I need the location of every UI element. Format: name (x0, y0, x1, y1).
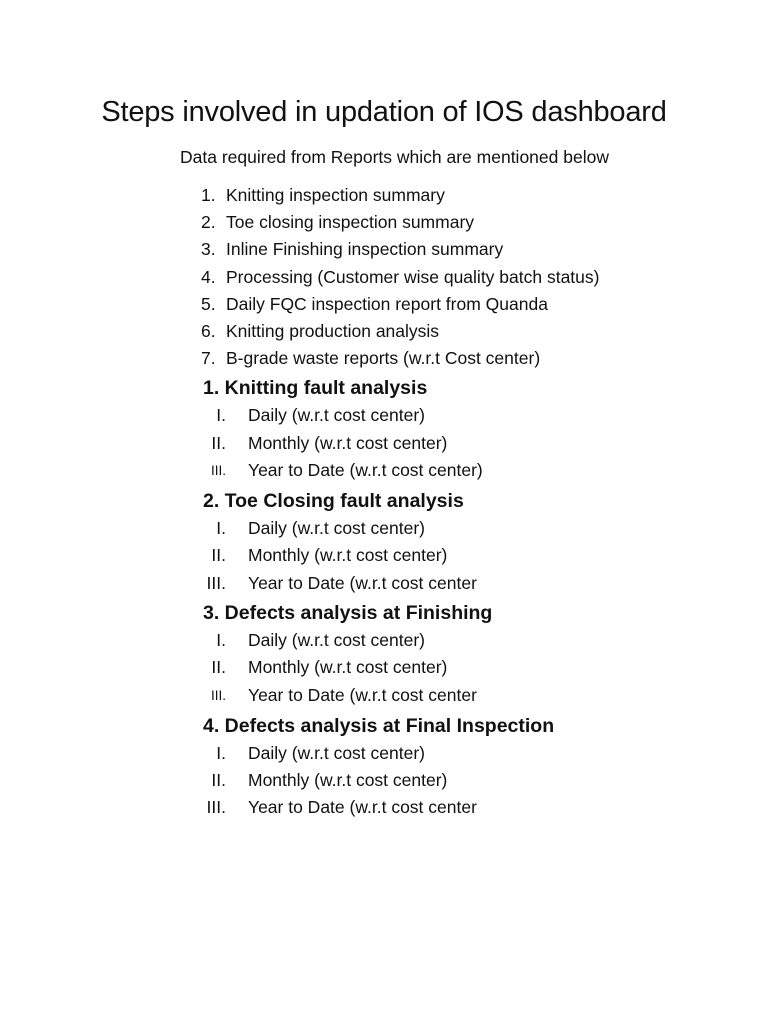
roman-numeral: II. (211, 433, 226, 453)
sub-item-text: Year to Date (w.r.t cost center) (248, 460, 483, 480)
section-heading: 3. Defects analysis at Finishing (203, 602, 493, 625)
roman-numeral: I. (216, 630, 226, 651)
roman-numeral: III. (210, 688, 226, 704)
sub-item-text: Monthly (w.r.t cost center) (248, 657, 448, 678)
sub-item-text: Monthly (w.r.t cost center) (248, 433, 448, 453)
list-item-number: 3. (201, 239, 216, 260)
sub-item (0, 402, 768, 429)
sub-item (0, 682, 768, 709)
section-heading: 2. Toe Closing fault analysis (203, 489, 464, 512)
list-item-number: 1. (201, 185, 216, 205)
document-subtitle: Data required from Reports which are mentioned below (180, 147, 609, 167)
section-toe-closing-fault-analysis (0, 486, 768, 599)
list-item-text: Daily FQC inspection report from Quanda (226, 293, 548, 314)
roman-numeral: I. (216, 517, 226, 538)
sub-item-text: Monthly (w.r.t cost center) (248, 769, 448, 790)
sub-item (0, 542, 768, 569)
list-item-text: Processing (Customer wise quality batch status) (226, 266, 600, 287)
sub-item-text: Daily (w.r.t cost center) (248, 630, 425, 651)
list-item-text: B-grade waste reports (w.r.t Cost center) (226, 348, 541, 369)
list-item-number: 7. (201, 348, 216, 369)
section-defects-analysis-finishing (0, 598, 768, 711)
roman-numeral: II. (211, 657, 226, 678)
sub-item (0, 627, 768, 654)
sub-item-text: Daily (w.r.t cost center) (248, 742, 425, 763)
list-item-text: Inline Finishing inspection summary (226, 239, 504, 260)
list-item-number: 4. (201, 266, 216, 287)
sub-item (0, 767, 768, 794)
sub-item (0, 740, 768, 767)
list-item-text: Toe closing inspection summary (226, 212, 475, 233)
sub-item (0, 457, 768, 484)
roman-numeral: III. (206, 796, 226, 817)
sub-item-text: Daily (w.r.t cost center) (248, 517, 425, 538)
roman-numeral: I. (216, 405, 226, 425)
section-defects-analysis-final-inspection (0, 711, 768, 824)
section-knitting-fault-analysis (0, 373, 768, 486)
section-heading: 4. Defects analysis at Final Inspection (203, 714, 555, 737)
sub-item (0, 430, 768, 457)
list-item-number: 5. (201, 293, 216, 314)
list-item-text: Knitting inspection summary (226, 185, 445, 205)
list-item-number: 6. (201, 320, 216, 341)
sub-item (0, 654, 768, 681)
roman-numeral: III. (206, 572, 226, 593)
document-title: Steps involved in updation of IOS dashboard (101, 96, 667, 128)
roman-numeral: II. (211, 769, 226, 790)
list-item-number: 2. (201, 212, 216, 233)
sub-item-text: Year to Date (w.r.t cost center (248, 685, 477, 706)
sub-item-text: Daily (w.r.t cost center) (248, 405, 425, 425)
sub-item (0, 515, 768, 542)
analysis-sections (0, 373, 768, 823)
roman-numeral: I. (216, 742, 226, 763)
list-item-text: Knitting production analysis (226, 320, 440, 341)
sub-item (0, 794, 768, 821)
sub-item-text: Year to Date (w.r.t cost center (248, 572, 477, 593)
roman-numeral: III. (210, 463, 226, 478)
section-heading: 1. Knitting fault analysis (203, 377, 428, 399)
sub-item-text: Monthly (w.r.t cost center) (248, 544, 448, 565)
sub-item (0, 570, 768, 597)
roman-numeral: II. (211, 544, 226, 565)
sub-item-text: Year to Date (w.r.t cost center (248, 796, 477, 817)
